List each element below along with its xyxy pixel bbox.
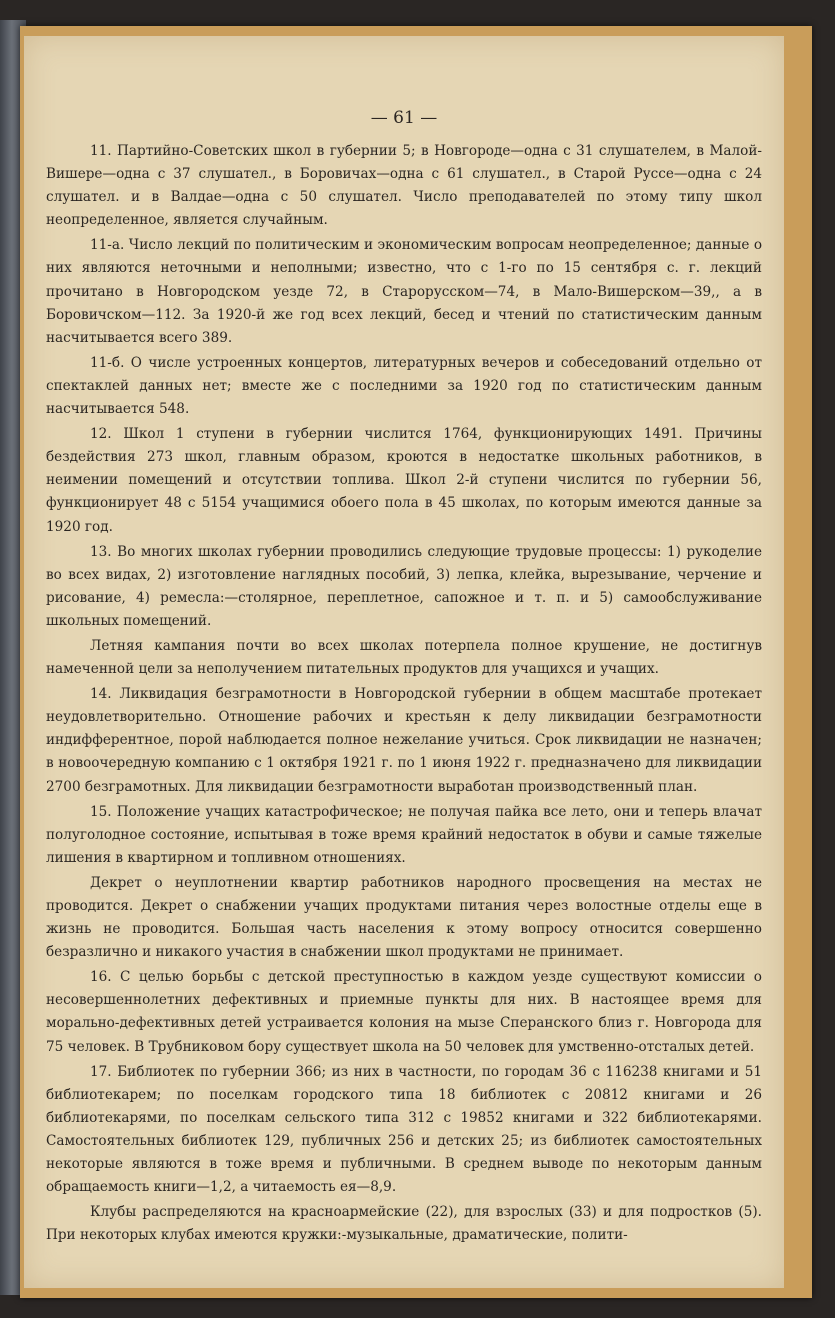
paragraph-11a: 11-а. Число лекций по политическим и экономическим вопросам неопределенное; данные о них являются неточными и неполными; известно, что с 1-го по 15 сентября с. г. лекций прочитано в Новгородском уезде 72, в Старорусском—74, в Мало-Вишерском—39,, а в Боровичском—112. За 1920-й же год всех лекций, бесед и чтений по статистическим данным насчитывается всего 389. [46, 237, 762, 346]
document-page [24, 36, 784, 1288]
paragraph-15: 15. Положение учащих катастрофическое; не получая пайка все лето, они и теперь влачат полуголодное состояние, испытывая в тоже время крайний недостаток в обуви и самые тяжелые лишения в квартирном и топливном отношениях. [46, 803, 762, 866]
paragraph-decree: Декрет о неуплотнении квартир работников народного просвещения на местах не проводится. Декрет о снабжении учащих продуктами питания через волостные отделы еще в жизнь не проводится. Большая часть населения к этому вопросу относится совершенно безразлично и никакого участия в снабжении школ продуктами не принимает. [46, 874, 762, 961]
page-text [46, 140, 762, 1249]
paragraph-summer-campaign: Летняя кампания почти во всех школах потерпела полное крушение, не достигнув намеченной цели за неполучением питательных продуктов для учащихся и учащих. [46, 637, 762, 678]
paragraph-clubs: Клубы распределяются на красноармейские (22), для взрослых (33) и для подростков (5). При некоторых клубах имеются кружки:-музыкальные, драматические, полити- [46, 1204, 762, 1244]
paragraph-11b: 11-б. О числе устроенных концертов, литературных вечеров и собеседований отдельно от спектаклей данных нет; вместе же с последними за 1920 год по статистическим данным насчитывается 548. [46, 354, 762, 418]
paragraph-16: 16. С целью борьбы с детской преступностью в каждом уезде существуют комиссии о несовершеннолетних дефективных и приемные пункты для них. В настоящее время для морально-дефективных детей устраивается колония на мызе Сперанского близ г. Новгорода для 75 человек. В Трубниковом бору существует школа на 50 человек для умственно-отсталых детей. [46, 969, 762, 1055]
paragraph-17: 17. Библиотек по губернии 366; из них в частности, по городам 36 с 116238 книгами и 51 библиотекарем; по поселкам городского типа 18 библиотек с 20812 книгами и 26 библиотекарями, по поселкам сельского типа 312 с 19852 книгами и 322 библиотекарями. Самостоятельных библиотек 129, публичных 256 и детских 25; из библиотек самостоятельных некоторые являются в тоже время и публичными. В среднем выводе по некоторым данным обращаемость книги—1,2, а читаемость ея—8,9. [46, 1063, 762, 1196]
page-number: — 61 — [370, 108, 438, 128]
paragraph-11: 11. Партийно-Советских школ в губернии 5; в Новгороде—одна с 31 слушателем, в Малой-Вишере—одна с 37 слушател., в Боровичах—одна с 61 слушател., в Старой Руссе—одна с 24 слушател. и в Валдае—одна с 50 слушател. Число преподавателей по этому типу школ неопределенное, является случайным. [46, 143, 762, 229]
paragraph-14: 14. Ликвидация безграмотности в Новгородской губернии в общем масштабе протекает неудовлетворительно. Отношение рабочих и крестьян к делу ликвидации безграмотности индифферентное, порой наблюдается полное нежелание учиться. Срок ликвидации не назначен; в новоочередную компанию с 1 октября 1921 г. по 1 июня 1922 г. предназначено для ликвидации 2700 безграмотных. Для ликвидации безграмотности выработан производственный план. [46, 686, 762, 795]
paragraph-13: 13. Во многих школах губернии проводились следующие трудовые процессы: 1) рукоделие во всех видах, 2) изготовление наглядных пособий, 3) лепка, клейка, вырезывание, черчение и рисование, 4) ремесла:—столярное, переплетное, сапожное и т. п. и 5) самообслуживание школьных помещений. [46, 543, 762, 629]
paragraph-12: 12. Школ 1 ступени в губернии числится 1764, функционирующих 1491. Причины бездействия 273 школ, главным образом, кроются в недостатке школьных работников, в неимении помещений и отсутствии топлива. Школ 2-й ступени числится по губернии 56, функционирует 48 с 5154 учащимися обоего пола в 45 школах, по которым имеются данные за 1920 год. [46, 426, 762, 535]
